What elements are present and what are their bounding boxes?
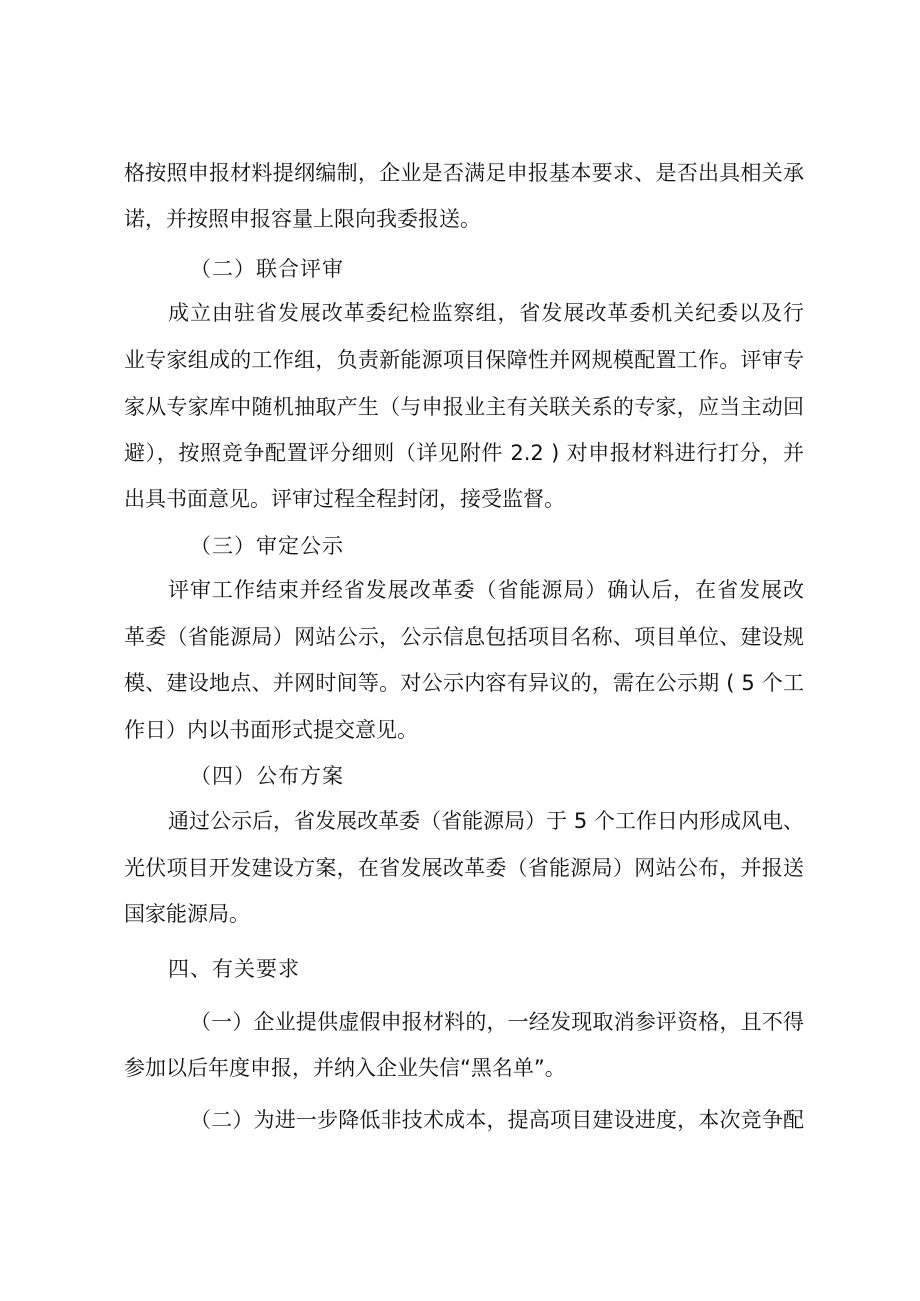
section-heading: 四、有关要求 [168, 957, 300, 981]
section-heading: （四）公布方案 [190, 764, 344, 788]
body-text-line: 业专家组成的工作组，负责新能源项目保障性并网规模配置工作。评审专 [124, 348, 804, 372]
section-heading: （二）联合评审 [190, 257, 344, 281]
body-text-line: 参加以后年度申报，并纳入企业失信“黑名单”。 [124, 1056, 566, 1080]
body-text-line: 格按照申报材料提纲编制，企业是否满足申报基本要求、是否出具相关承 [124, 161, 804, 185]
body-text-line: （二）为进一步降低非技术成本，提高项目建设进度，本次竞争配 [190, 1108, 804, 1132]
body-text-line: 评审工作结束并经省发展改革委（省能源局）确认后，在省发展改 [168, 578, 804, 602]
body-text-line: 成立由驻省发展改革委纪检监察组，省发展改革委机关纪委以及行 [168, 301, 804, 325]
body-text-line: 国家能源局。 [124, 902, 250, 926]
body-text-line: 家从专家库中随机抽取产生（与申报业主有关联关系的专家，应当主动回 [124, 395, 804, 419]
section-heading: （三）审定公示 [190, 534, 344, 558]
body-text-line: 避），按照竞争配置评分细则（详见附件 2.2 ) 对申报材料进行打分，并 [124, 441, 804, 465]
body-text-line: 作日）内以书面形式提交意见。 [124, 718, 418, 742]
body-text-line: 诺，并按照申报容量上限向我委报送。 [124, 207, 481, 231]
body-text-line: 通过公示后，省发展改革委（省能源局）于 5 个工作日内形成风电、 [168, 809, 804, 833]
body-text-line: （一）企业提供虚假申报材料的，一经发现取消参评资格，且不得 [190, 1010, 804, 1034]
body-text-line: 模、建设地点、并网时间等。对公示内容有异议的，需在公示期 ( 5 个工 [124, 671, 804, 695]
body-text-line: 出具书面意见。评审过程全程封闭，接受监督。 [124, 487, 565, 511]
body-text-line: 光伏项目开发建设方案，在省发展改革委（省能源局）网站公布，并报送 [124, 856, 804, 880]
body-text-line: 革委（省能源局）网站公示，公示信息包括项目名称、项目单位、建设规 [124, 625, 804, 649]
